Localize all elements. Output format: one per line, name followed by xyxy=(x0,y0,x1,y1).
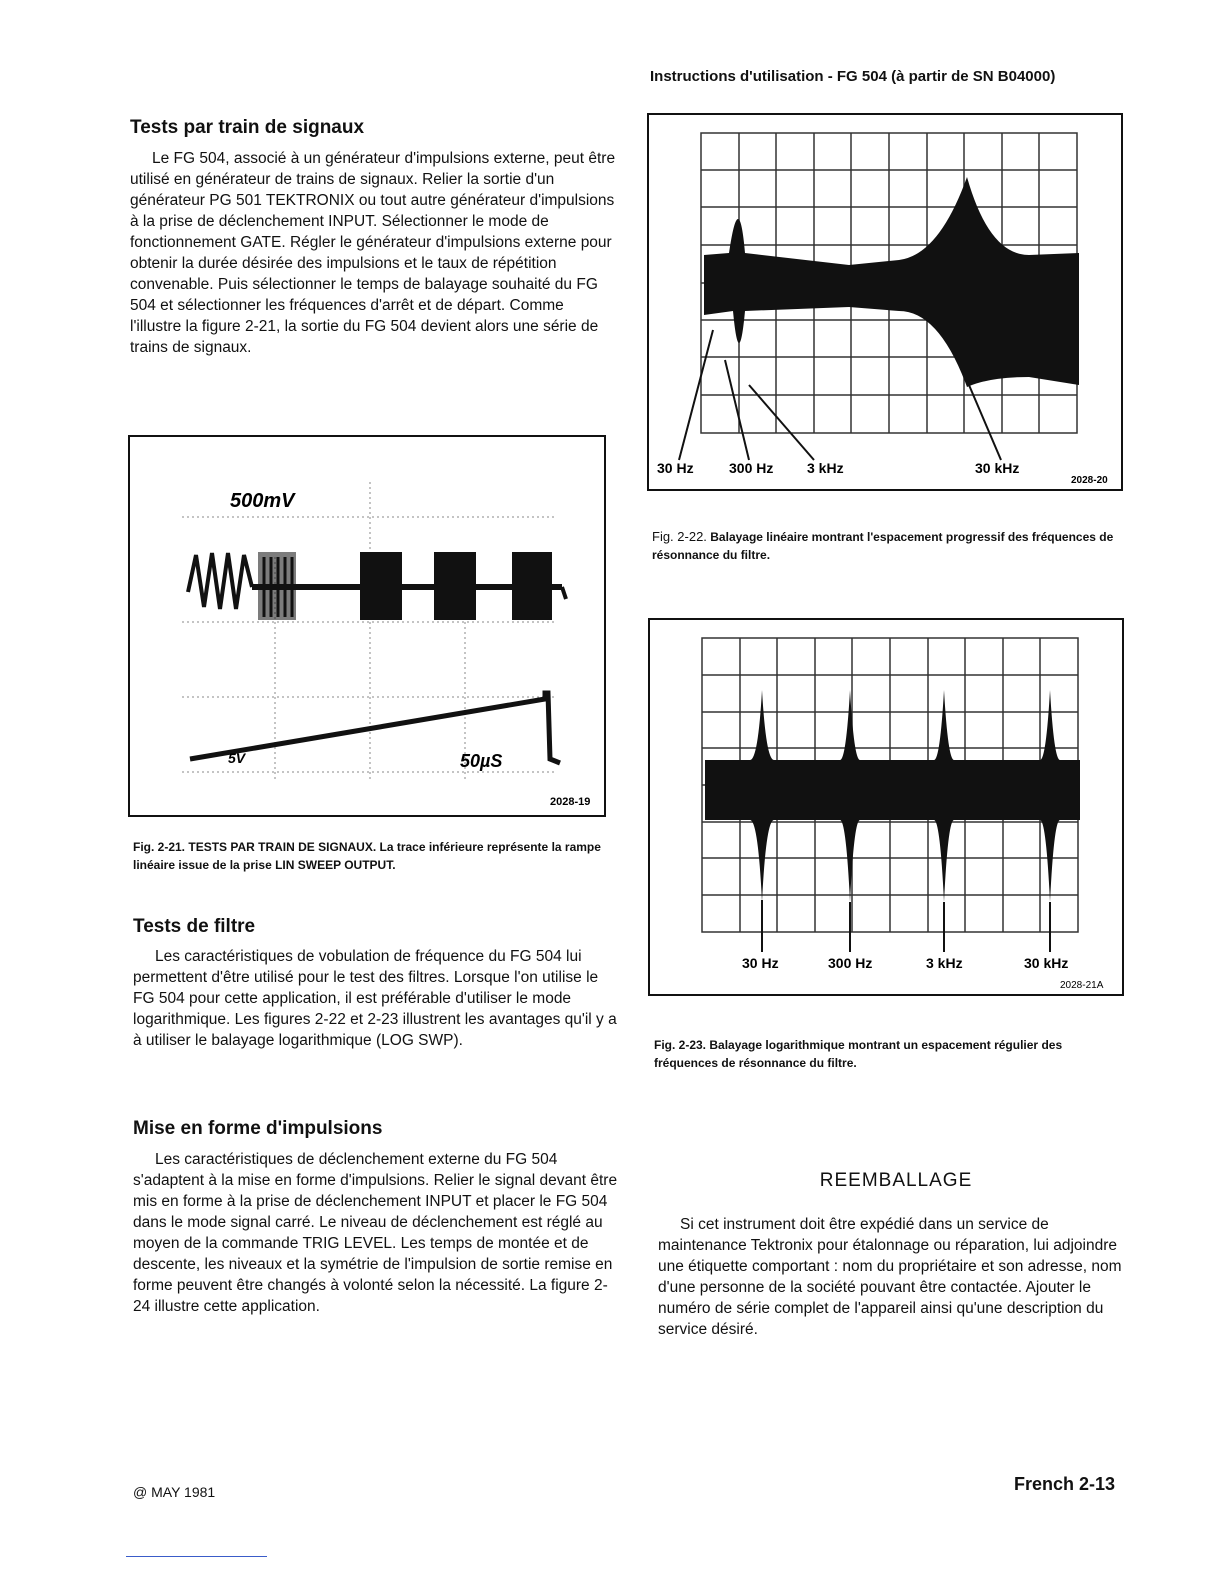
section-title-filter: Tests de filtre xyxy=(133,916,256,937)
log-sweep-oscillogram xyxy=(650,620,1122,994)
linear-sweep-oscillogram xyxy=(649,115,1121,489)
section-body-pulse: Les caractéristiques de déclenchement externe du FG 504 s'adaptent à la mise en forme d'impulsions. Relier le signal devant être mis en forme à la prise de déclenchement INPUT et placer le FG 504 dans le mode signal carré. Le niveau de déclenchement est réglé au moyen de la commande TRIG LEVEL. Les temps de montée et de descente, les niveaux et la symétrie de l'impulsion de sortie remise en forme peuvent être changés à volonté selon la nécessité. La figure 2-24 illustre cette application. xyxy=(133,1151,618,1315)
figure-number: Fig. 2-21. xyxy=(133,840,186,854)
time-per-div-label: 50µS xyxy=(460,751,503,771)
section-body-filter: Les caractéristiques de vobulation de fréquence du FG 504 lui permettent d'être utilisé pour le test des filtres. Lorsque l'on utilise le FG 504 pour cette application, il est préférable d'utiliser le mode logarithmique. Les figures 2-22 et 2-23 illustrent les avantages qu'il y a à utiliser le balayage logarithmique (LOG SWP). xyxy=(133,948,617,1049)
figure-2-21-caption xyxy=(133,838,613,874)
figure-number: Fig. 2-23. xyxy=(654,1038,707,1052)
figure-2-23 xyxy=(648,618,1124,996)
page-number: French 2-13 xyxy=(1014,1474,1116,1494)
figure-caption-text: Balayage linéaire montrant l'espacement progressif des fréquences de résonnance du filtre. xyxy=(652,530,1114,562)
freq-label-300hz: 300 Hz xyxy=(729,460,774,476)
footer-rule xyxy=(126,1556,267,1557)
section-title-pulse: Mise en forme d'impulsions xyxy=(133,1118,383,1139)
freq-label-3khz: 3 kHz xyxy=(926,955,963,971)
figure-2-22-caption xyxy=(652,528,1127,564)
figure-2-23-caption xyxy=(654,1036,1124,1072)
figure-caption-text: Balayage logarithmique montrant un espacement régulier des fréquences de résonnance du filtre. xyxy=(654,1038,1063,1070)
page-header: Instructions d'utilisation - FG 504 (à partir de SN B04000) xyxy=(650,68,1056,85)
figure-id-code: 2028-20 xyxy=(1071,475,1108,486)
figure-caption-text: TESTS PAR TRAIN DE SIGNAUX. La trace inférieure représente la rampe linéaire issue de la prise LIN SWEEP OUTPUT. xyxy=(133,840,601,872)
freq-label-30khz: 30 kHz xyxy=(1024,955,1069,971)
figure-id-code: 2028-19 xyxy=(550,796,591,808)
footer-date: @ MAY 1981 xyxy=(133,1484,216,1500)
ground-ref-marker: 5V xyxy=(228,750,246,766)
figure-id-code: 2028-21A xyxy=(1060,980,1104,991)
freq-label-3khz: 3 kHz xyxy=(807,460,844,476)
freq-label-30hz: 30 Hz xyxy=(742,955,779,971)
freq-label-300hz: 300 Hz xyxy=(828,955,873,971)
freq-label-30khz: 30 kHz xyxy=(975,460,1020,476)
figure-number: Fig. 2-22. xyxy=(652,529,707,544)
freq-label-30hz: 30 Hz xyxy=(657,460,694,476)
section-title-repack: REEMBALLAGE xyxy=(819,1170,973,1191)
section-body-repack: Si cet instrument doit être expédié dans un service de maintenance Tektronix pour étalonnage ou réparation, lui adjoindre une étiquette comportant : nom du propriétaire et son adresse, nom d'une personne de la société pouvant être contactée. Ajouter le numéro de série complet de l'appareil ainsi qu'une description du service désiré. xyxy=(658,1216,1122,1338)
burst-oscillogram xyxy=(130,437,604,815)
section-body-burst: Le FG 504, associé à un générateur d'impulsions externe, peut être utilisé en générateur de trains de signaux. Relier la sortie d'un générateur PG 501 TEKTRONIX ou tout autre générateur d'impulsions à la prise de déclenchement INPUT. Sélectionner le mode de fonctionnement GATE. Régler le générateur d'impulsions externe pour obtenir la durée désirée des impulsions et le taux de répétition convenable. Puis sélectionner le temps de balayage souhaité du FG 504 et sélectionner les fréquences d'arrêt et de départ. Comme l'illustre la figure 2-21, la sortie du FG 504 devient alors une série de trains de signaux. xyxy=(130,150,616,356)
figure-2-21 xyxy=(128,435,606,817)
section-title-burst: Tests par train de signaux xyxy=(130,117,365,138)
volts-per-div-label: 500mV xyxy=(230,490,295,512)
figure-2-22 xyxy=(647,113,1123,491)
